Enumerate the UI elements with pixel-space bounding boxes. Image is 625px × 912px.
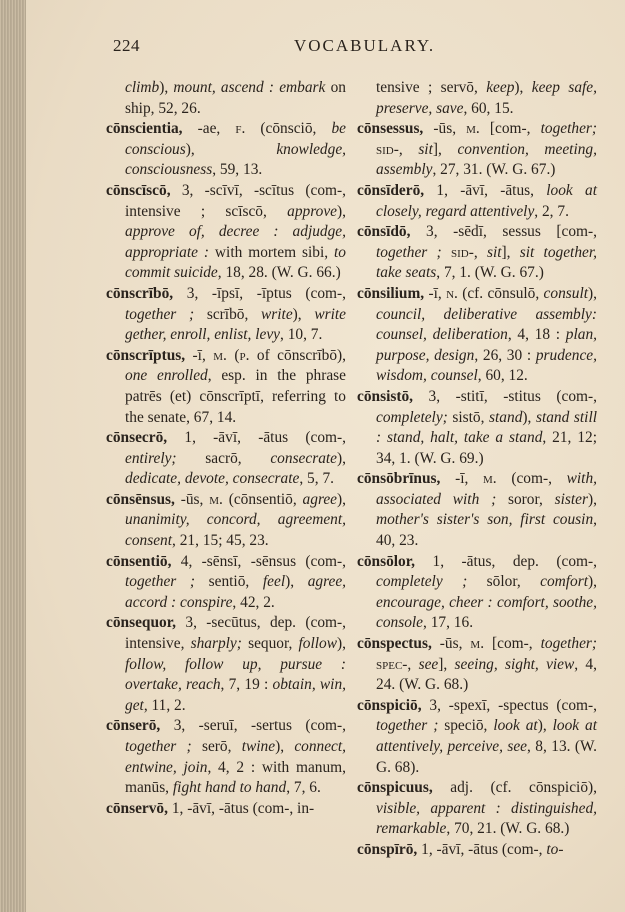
dictionary-entry (106, 799, 346, 820)
entry-headword: cōnserō, (106, 717, 161, 735)
dictionary-entry (106, 181, 346, 284)
entry-headword: cōnsōbrīnus, (357, 470, 441, 488)
page-header (26, 36, 625, 60)
dictionary-entry (357, 119, 597, 181)
dictionary-entry (106, 78, 346, 119)
entry-headword: cōnsequor, (106, 614, 176, 632)
dictionary-entry (106, 552, 346, 614)
entry-definition: 3, -sēdī, sessus [com-, together ; sid-, sit], sit together, take seats, 7, 1. (W. G. 67.) (376, 223, 597, 282)
entry-headword: cōnsessus, (357, 120, 424, 138)
entry-definition: 4, -sēnsī, -sēnsus (com-, together ; sentiō, feel), agree, accord : conspire, 42, 2. (125, 552, 347, 611)
entry-definition: 3, -scīvī, -scītus (com-, intensive ; scīscō, approve), approve of, decree : adjudge, appropriate : with mortem sibi, to commit suicide, 18, 28. (W. G. 66.) (125, 181, 346, 282)
entry-headword: cōnspicuus, (357, 779, 433, 797)
entry-definition: -ī, m. (p. of cōnscrībō), one enrolled, esp. in the phrase patrēs (et) cōnscrīptī, referring to the senate, 67, 14. (125, 346, 346, 426)
entry-headword: cōnscrīptus, (106, 346, 186, 364)
dictionary-entry (357, 778, 597, 840)
entry-definition: 1, -āvī, -ātus (com-, to- (417, 840, 564, 858)
entry-headword: cōnscrībō, (106, 284, 174, 302)
dictionary-entry (357, 840, 597, 861)
dictionary-entry (357, 387, 597, 469)
dictionary-entry (106, 346, 346, 428)
entry-definition: 1, -ātus, dep. (com-, completely ; sōlor, comfort), encourage, cheer : comfort, soothe, console, 17, 16. (376, 552, 597, 632)
entry-definition: -ī, n. (cf. cōnsulō, consult), council, deliberative assembly: counsel, deliberation, 4, 18 : plan, purpose, design, 26, 30 : prudence, wisdom, counsel, 60, 12. (376, 284, 597, 385)
entry-definition: 1, -āvī, -ātus (com-, entirely; sacrō, consecrate), dedicate, devote, consecrate, 5, 7. (125, 429, 346, 488)
left-column (106, 78, 346, 819)
dictionary-entry (106, 119, 346, 181)
entry-headword: cōnsentiō, (106, 552, 172, 570)
dictionary-entry (357, 552, 597, 634)
dictionary-entry (106, 284, 346, 346)
entry-headword: cōnspectus, (357, 635, 432, 653)
entry-definition: tensive ; servō, keep), keep safe, preserve, save, 60, 15. (376, 79, 597, 117)
entry-headword: cōnspīrō, (357, 840, 418, 858)
entry-headword: cōnsilium, (357, 284, 425, 302)
dictionary-entry (357, 181, 597, 222)
dictionary-entry (357, 696, 597, 778)
entry-definition: -ī, m. (com-, with, associated with ; soror, sister), mother's sister's son, first cousin, 40, 23. (376, 470, 597, 550)
page-number: 224 (113, 36, 140, 55)
entry-headword: cōnspiciō, (357, 696, 422, 714)
dictionary-entry (106, 490, 346, 552)
dictionary-entry (106, 716, 346, 798)
entry-headword: cōnservō, (106, 799, 168, 817)
entry-definition: -ūs, m. (cōnsentiō, agree), unanimity, concord, agreement, consent, 21, 15; 45, 23. (125, 490, 347, 550)
dictionary-entry (357, 284, 597, 387)
dictionary-entry (357, 222, 597, 284)
entry-headword: cōnsistō, (357, 387, 414, 405)
book-page (26, 0, 625, 912)
dictionary-entry (357, 469, 597, 551)
entry-definition: 1, -āvī, -ātus (com-, in- (167, 799, 315, 817)
dictionary-entry (106, 613, 346, 716)
entry-definition: 3, -stitī, -stitus (com-, completely; sistō, stand), stand still : stand, halt, take a stand, 21, 12; 34, 1. (W. G. 69.) (376, 387, 597, 467)
right-column (357, 78, 597, 861)
dictionary-entry (357, 78, 597, 119)
entry-definition: 3, -spexī, -spectus (com-, together ; speciō, look at), look at attentively, perceive, see, 8, 13. (W. G. 68). (376, 696, 597, 776)
entry-definition: adj. (cf. cōnspiciō), visible, apparent : distinguished, remarkable, 70, 21. (W. G. 68.) (376, 779, 597, 838)
page-edge-binding (0, 0, 26, 912)
entry-definition: 3, -īpsī, -īptus (com-, together ; scrībō, write), write gether, enroll, enlist, levy, 10, 7. (125, 284, 347, 344)
entry-definition: 3, -seruī, -sertus (com-, together ; serō, twine), connect, entwine, join, 4, 2 : with manum, manūs, fight hand to hand, 7, 6. (125, 717, 347, 797)
entry-headword: cōnsīdō, (357, 223, 411, 241)
dictionary-entry (357, 634, 597, 696)
entry-headword: cōnsīderō, (357, 181, 425, 199)
dictionary-entry (106, 428, 346, 490)
entry-definition: -ūs, m. [com-, together; spec-, see], seeing, sight, view, 4, 24. (W. G. 68.) (376, 635, 598, 694)
entry-definition: -ae, f. (cōnsciō, be conscious), knowledge, consciousness, 59, 13. (125, 120, 346, 179)
entry-definition: -ūs, m. [com-, together; sid-, sit], convention, meeting, assembly, 27, 31. (W. G. 67.) (376, 120, 598, 179)
entry-definition: 1, -āvī, -ātus, look at closely, regard attentively, 2, 7. (376, 181, 597, 220)
entry-headword: cōnsecrō, (106, 429, 168, 447)
entry-headword: cōnsēnsus, (106, 490, 175, 508)
entry-definition: climb), mount, ascend : embark on ship, 52, 26. (125, 79, 346, 117)
entry-definition: 3, -secūtus, dep. (com-, intensive, sharply; sequor, follow), follow, follow up, pursue : overtake, reach, 7, 19 : obtain, win, get, 11, 2. (125, 614, 346, 714)
entry-headword: cōnscīscō, (106, 181, 171, 199)
entry-headword: cōnsōlor, (357, 552, 416, 570)
entry-headword: cōnscientia, (106, 120, 183, 138)
running-head: VOCABULARY. (294, 36, 436, 55)
